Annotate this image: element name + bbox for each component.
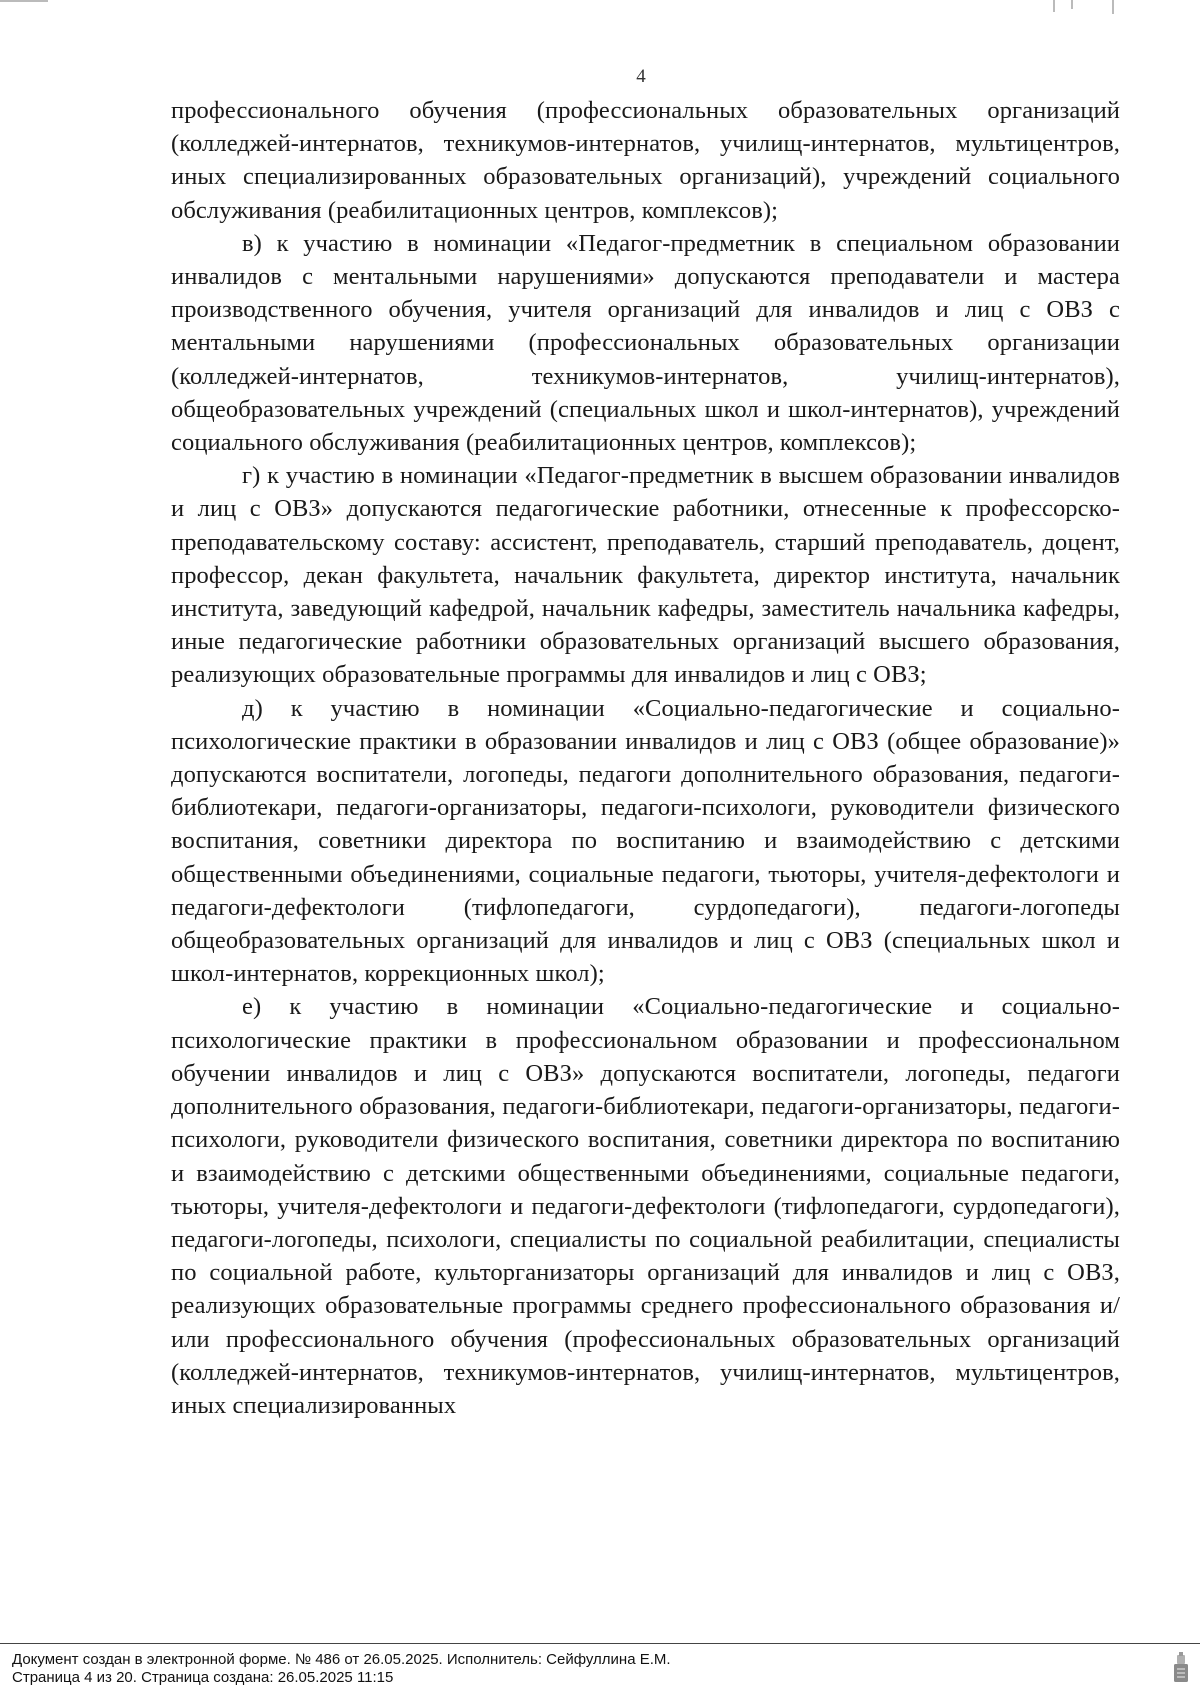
scan-artifact-right-1 — [1053, 0, 1055, 12]
scan-artifact-right-3 — [1112, 0, 1114, 14]
footer-line-1: Документ создан в электронной форме. № 486 от 26.05.2025. Исполнитель: Сейфуллина Е.М. — [12, 1651, 671, 1668]
paragraph-item-g: г) к участию в номинации «Педагог-предметник в высшем образовании инвалидов и лиц с ОВЗ» допускаются педагогические работники, отнесенные к профессорско-преподавательскому составу: ассистент, преподаватель, старший преподаватель, доцент, профессор, декан факультета, начальник факультета, директор института, начальник института, заведующий кафедрой, начальник кафедры, заместитель начальника кафедры, иные педагогические работники образовательных организаций высшего образования, реализующих образовательные программы для инвалидов и лиц с ОВЗ; — [171, 462, 1120, 689]
page-number: 4 — [636, 66, 646, 87]
scan-artifact-right-2 — [1071, 0, 1073, 9]
footer-divider — [0, 1643, 1200, 1644]
document-stamp-icon — [1170, 1652, 1192, 1684]
document-body — [171, 94, 1120, 1422]
footer-line-2: Страница 4 из 20. Страница создана: 26.05.2025 11:15 — [12, 1669, 394, 1686]
scan-artifact-left — [0, 0, 48, 2]
document-footer — [0, 1646, 1160, 1698]
paragraph-item-v: в) к участию в номинации «Педагог-предметник в специальном образовании инвалидов с ментальными нарушениями» допускаются преподаватели и мастера производственного обучения, учителя организаций для инвалидов и лиц с ОВЗ с ментальными нарушениями (профессиональных образовательных организации (колледжей-интернатов, техникумов-интернатов, училищ-интернатов), общеобразовательных учреждений (специальных школ и школ-интернатов), учреждений социального обслуживания (реабилитационных центров, комплексов); — [171, 229, 1120, 457]
paragraph-continuation: профессионального обучения (профессиональных образовательных организаций (колледжей-интернатов, техникумов-интернатов, училищ-интернатов, мультицентров, иных специализированных образовательных организаций), учреждений социального обслуживания (реабилитационных центров, комплексов); — [171, 97, 1120, 224]
paragraph-item-d: д) к участию в номинации «Социально-педагогические и социально-психологические практики в образовании инвалидов и лиц с ОВЗ (общее образование)» допускаются воспитатели, логопеды, педагоги дополнительного образования, педагоги-библиотекари, педагоги-организаторы, педагоги-психологи, руководители физического воспитания, советники директора по воспитанию и взаимодействию с детскими общественными объединениями, социальные педагоги, тьюторы, учителя-дефектологи и педагоги-дефектологи (тифлопедагоги, сурдопедагоги), педагоги-логопеды общеобразовательных организаций для инвалидов и лиц с ОВЗ (специальных школ и школ-интернатов, коррекционных школ); — [171, 694, 1120, 988]
paragraph-item-e: е) к участию в номинации «Социально-педагогические и социально-психологические практики в профессиональном образовании и профессиональном обучении инвалидов и лиц с ОВЗ» допускаются воспитатели, логопеды, педагоги дополнительного образования, педагоги-библиотекари, педагоги-организаторы, педагоги-психологи, руководители физического воспитания, советники директора по воспитанию и взаимодействию с детскими общественными объединениями, социальные педагоги, тьюторы, учителя-дефектологи и педагоги-дефектологи (тифлопедагоги, сурдопедагоги), педагоги-логопеды, психологи, специалисты по социальной реабилитации, специалисты по социальной работе, культорганизаторы организаций для инвалидов и лиц с ОВЗ, реализующих образовательные программы среднего профессионального образования и/или профессионального обучения (профессиональных образовательных организаций (колледжей-интернатов, техникумов-интернатов, училищ-интернатов, мультицентров, иных специализированных — [171, 993, 1120, 1419]
